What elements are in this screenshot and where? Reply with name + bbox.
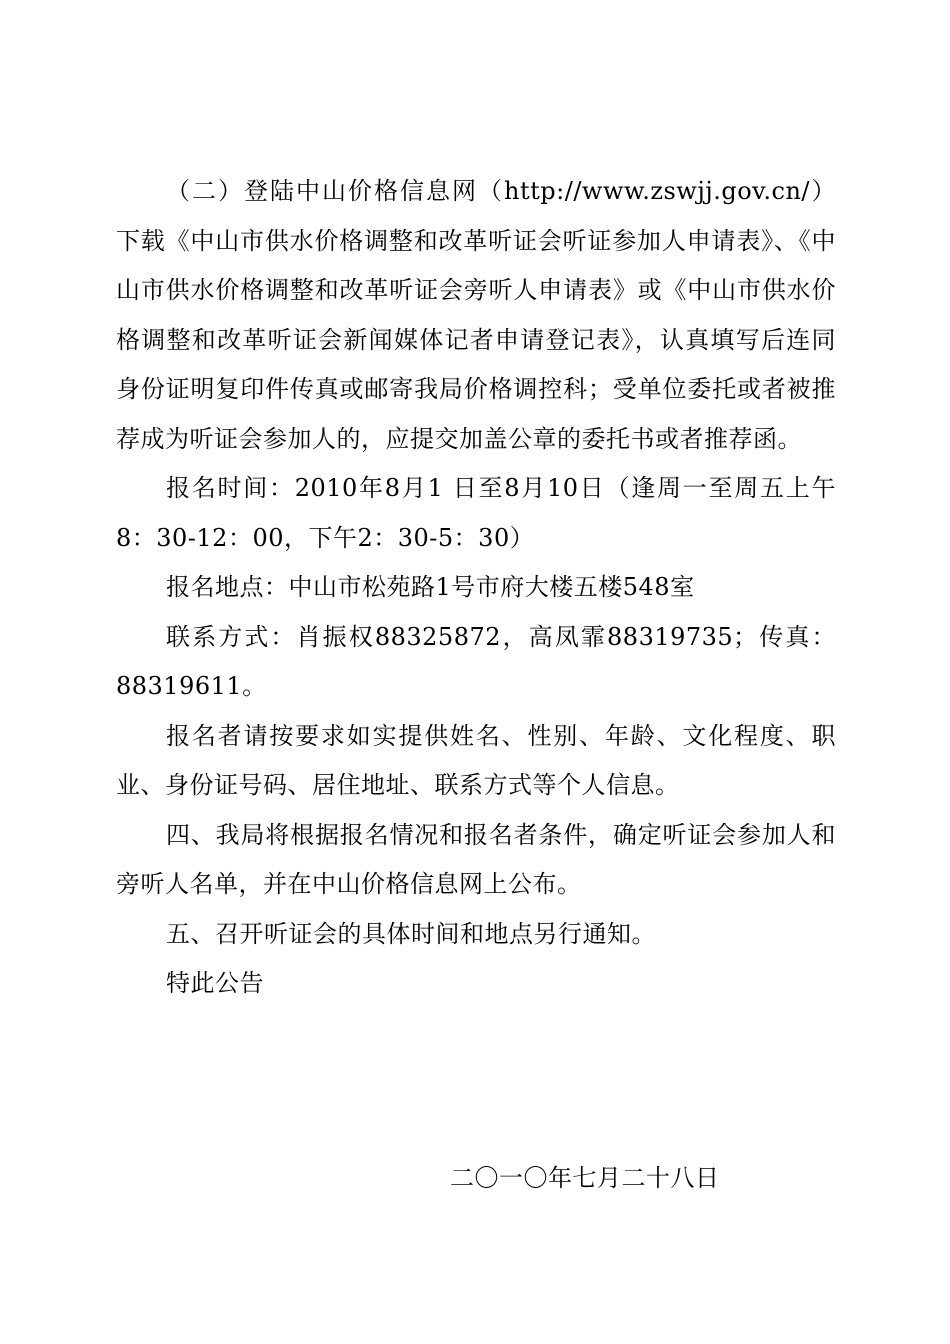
paragraph-registration-time: 报名时间：2010年8月1 日至8月10日（逢周一至周五上午8：30-12：00，下午2：30-5：30） — [116, 474, 836, 552]
paragraph-contact-info: 联系方式：肖振权88325872，高凤霏88319735；传真：88319611。 — [116, 622, 836, 700]
paragraph-registration-location: 报名地点：中山市松苑路1号市府大楼五楼548室 — [166, 573, 695, 601]
paragraph-section-five: 五、召开听证会的具体时间和地点另行通知。 — [166, 919, 656, 948]
paragraph-closing: 特此公告 — [166, 969, 264, 997]
document-date: 二〇一〇年七月二十八日 — [450, 1164, 720, 1192]
paragraph-applicant-info: 报名者请按要求如实提供姓名、性别、年龄、文化程度、职业、身份证号码、居住地址、联系方式等个人信息。 — [116, 721, 836, 799]
paragraph-section-four: 四、我局将根据报名情况和报名者条件，确定听证会参加人和旁听人名单，并在中山价格信息网上公布。 — [116, 820, 836, 898]
document-body — [116, 167, 836, 1009]
paragraph-download-forms: （二）登陆中山价格信息网（http://www.zswjj.gov.cn/）下载《中山市供水价格调整和改革听证会听证参加人申请表》、《中山市供水价格调整和改革听证会旁听人申请表》或《中山市供水价格调整和改革听证会新闻媒体记者申请登记表》，认真填写后连同身份证明复印件传真或邮寄我局价格调控科；受单位委托或者被推荐成为听证会参加人的，应提交加盖公章的委托书或者推荐函。 — [116, 177, 836, 453]
